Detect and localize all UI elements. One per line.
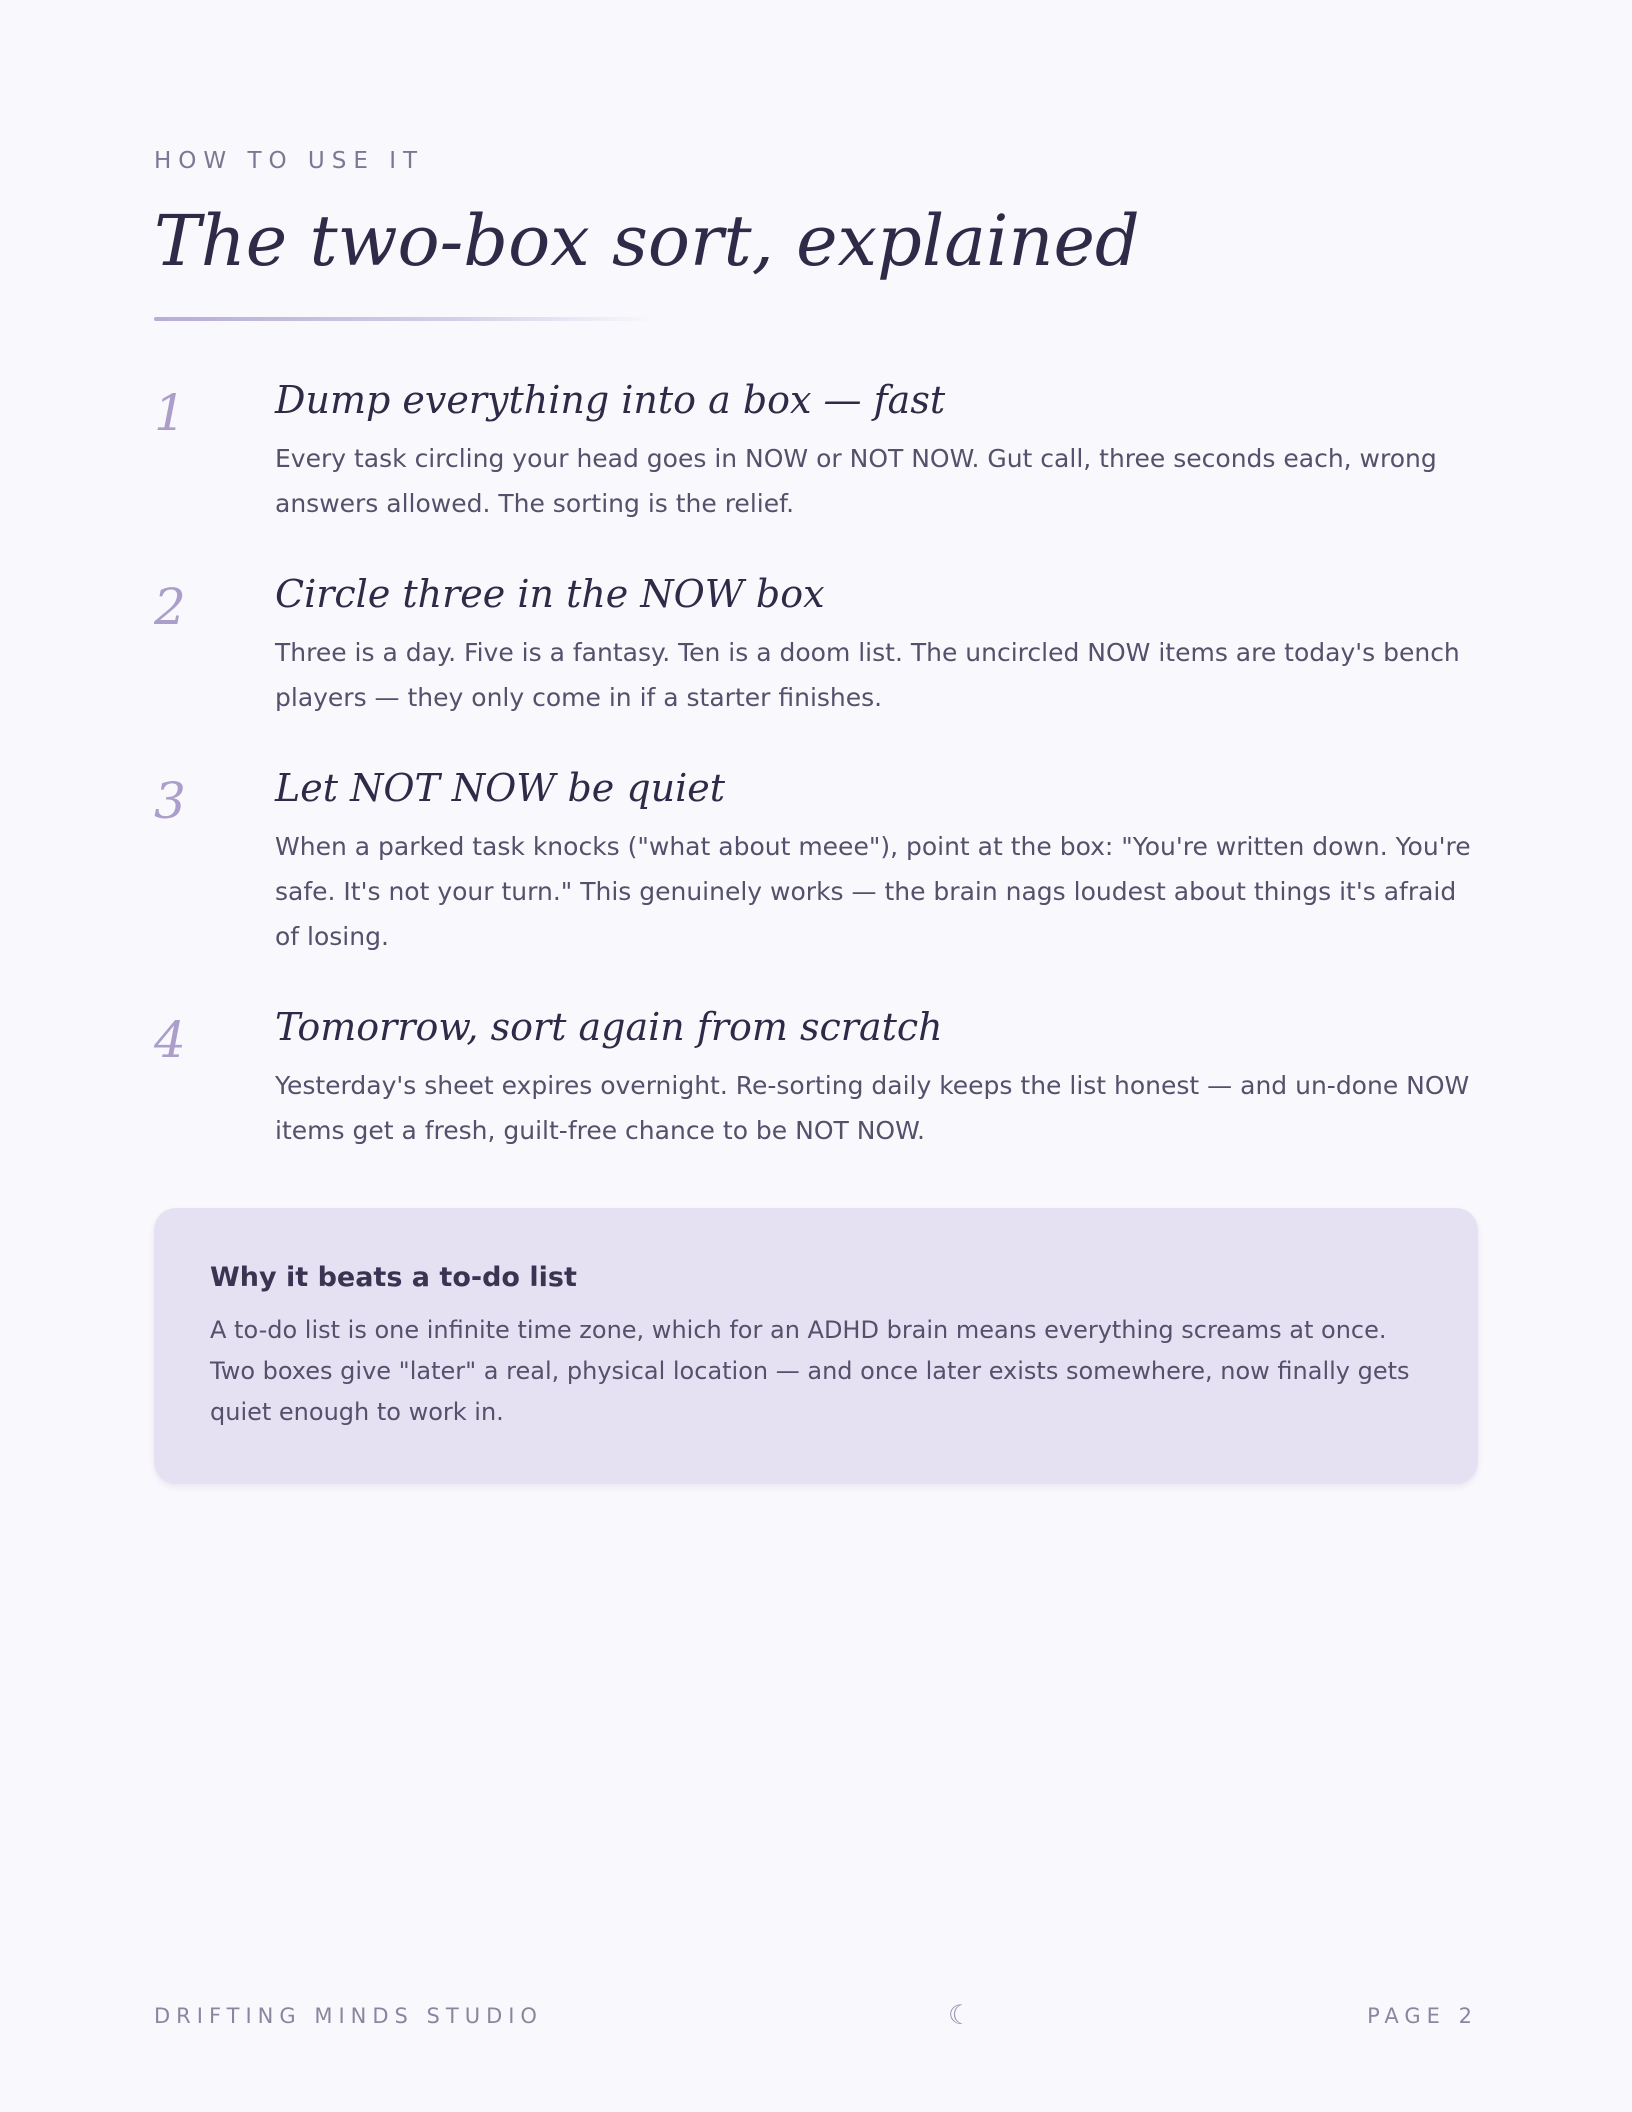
step-body: [275, 372, 1478, 526]
page-footer: [154, 2000, 1478, 2040]
step-text: When a parked task knocks ("what about meee"), point at the box: "You're written down. You're safe. It's not your turn." This genuinely works — the brain nags loudest about things it's afraid of losing.: [275, 832, 1471, 951]
steps-list: [154, 372, 1478, 1193]
step-number: 4: [154, 1011, 186, 1069]
step-body: [275, 566, 1478, 720]
page: [154, 0, 1478, 2112]
page-number: PAGE 2: [1367, 2004, 1478, 2028]
step-number: 2: [154, 578, 186, 636]
step-title: Let NOT NOW be quiet: [275, 766, 726, 810]
studio-name: DRIFTING MINDS STUDIO: [154, 2004, 543, 2028]
step-title: Dump everything into a box — fast: [275, 378, 946, 422]
callout-title: Why it beats a to-do list: [210, 1262, 577, 1293]
step-number: 3: [154, 772, 186, 830]
step-title: Circle three in the NOW box: [275, 572, 825, 616]
step-body: [275, 999, 1478, 1153]
step-text: Three is a day. Five is a fantasy. Ten is a doom list. The uncircled NOW items are today's bench players — they only come in if a starter finishes.: [275, 638, 1460, 712]
step-number: 1: [154, 384, 186, 442]
step-item: [154, 999, 1478, 1153]
step-body: [275, 760, 1478, 959]
step-item: [154, 372, 1478, 526]
step-title: Tomorrow, sort again from scratch: [275, 1005, 943, 1049]
title-divider: [154, 317, 654, 321]
crescent-moon-icon: ☾: [948, 2000, 973, 2031]
page-title: The two-box sort, explained: [154, 200, 1140, 282]
step-text: Yesterday's sheet expires overnight. Re-sorting daily keeps the list honest — and un-done NOW items get a fresh, guilt-free chance to be NOT NOW.: [275, 1071, 1470, 1145]
section-eyebrow: HOW TO USE IT: [154, 148, 425, 174]
step-text: Every task circling your head goes in NOW or NOT NOW. Gut call, three seconds each, wrong answers allowed. The sorting is the relief.: [275, 444, 1437, 518]
step-item: [154, 760, 1478, 959]
callout-box: [154, 1208, 1478, 1484]
callout-text: A to-do list is one infinite time zone, which for an ADHD brain means everything screams at once. Two boxes give "later" a real, physical location — and once later exists somewhere, now finally gets quiet enough to work in.: [210, 1316, 1410, 1426]
step-item: [154, 566, 1478, 720]
